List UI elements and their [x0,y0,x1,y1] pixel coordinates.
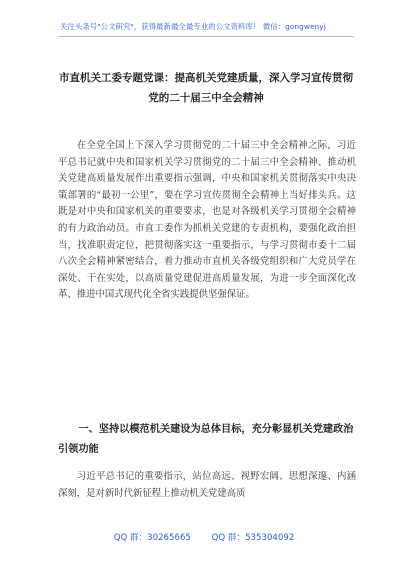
document-title: 市直机关工委专题党课：提高机关党建质量，深入学习宣传贯彻党的二十届三中全会精神 [59,72,353,104]
header-divider [58,36,354,37]
footer-qq-group-2: QQ 群：535304092 [211,533,295,543]
body-paragraph: 在全党全国上下深入学习贯彻党的二十届三中全会精神之际，习近平总书记就中央和国家机关学习贯彻党的二十届三中全会精神、推动机关党建高质量发展作出重要指示强调，中央和国家机关贯彻落实中央决策部署的“最初一公里”，要在学习宣传贯彻全会精神上当好排头兵。这既是对中央和国家机关的重要要求，也是对各级机关学习贯彻全会精神的有力政治动员。市直工委作为抓机关党建的专责机构，要强化政治担当，找准职责定位，把贯彻落实这一重要指示，与学习贯彻市委十二届八次全会精神紧密结合，着力推动市直机关各级党组织和广大党员学在深处、干在实处，以高质量党建促进高质量发展，为进一步全面深化改革、推进中国式现代化全省实践提供坚强保证。 [58,140,356,301]
footer-qq-group-1: QQ 群：30265665 [113,533,191,543]
body-paragraph-continued: 习近平总书记的重要指示，站位高远、视野宏阔、思想深邃、内涵深刻，是对新时代新征程上推动机关党建高质 [58,471,356,499]
footer-contact [0,532,408,544]
header-promo-note: 关注头条号"公文研究"，获得最新最全最专业的公文资料库！ 微信：gongwenyj [60,22,326,31]
section-heading: 一、坚持以模范机关建设为总体目标，充分彰显机关党建政治引领功能 [58,424,354,455]
